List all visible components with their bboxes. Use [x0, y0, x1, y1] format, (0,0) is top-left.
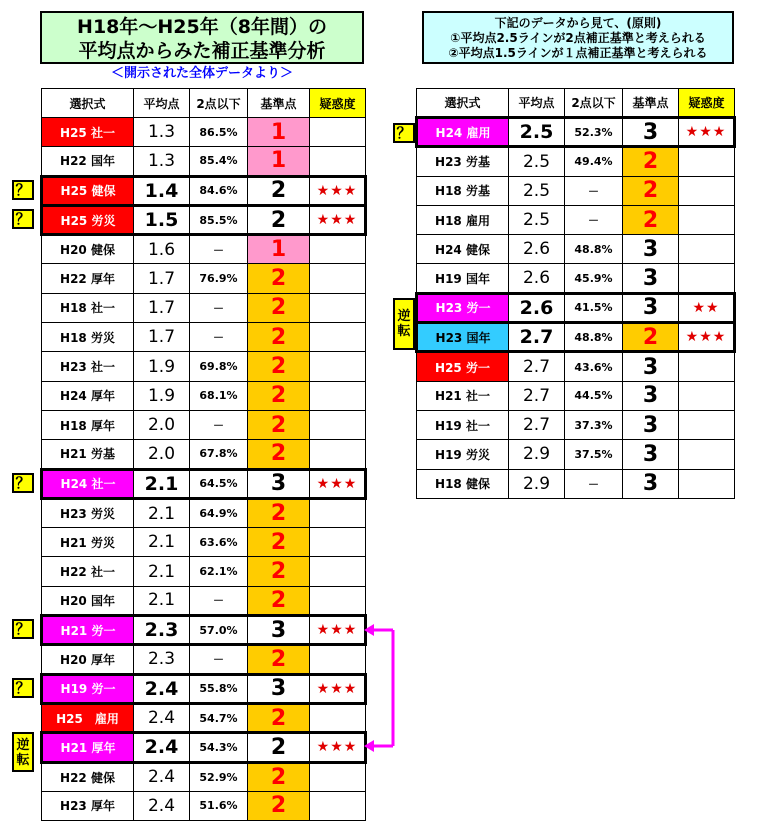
low-cell: 52.3%: [565, 118, 623, 147]
base-cell: 2: [623, 323, 679, 352]
question-mark-icon: ？: [12, 209, 34, 229]
table-row: [42, 498, 366, 527]
low-cell: 41.5%: [565, 293, 623, 322]
avg-cell: 2.0: [134, 440, 190, 469]
table-row: [42, 703, 366, 732]
base-cell: 2: [248, 323, 310, 352]
exam-cell: H21 労一: [42, 616, 134, 645]
doubt-cell: ★★★: [310, 616, 366, 645]
low-cell: 57.0%: [190, 616, 248, 645]
table-row: [42, 557, 366, 586]
exam-cell: H23 労災: [42, 498, 134, 527]
base-cell: 3: [248, 616, 310, 645]
low-cell: 45.9%: [565, 264, 623, 293]
low-cell: －: [190, 586, 248, 615]
avg-cell: 2.4: [134, 674, 190, 703]
avg-cell: 2.1: [134, 586, 190, 615]
base-cell: 3: [623, 381, 679, 410]
base-cell: 2: [248, 381, 310, 410]
exam-cell: H25 雇用: [42, 703, 134, 732]
base-cell: 2: [248, 528, 310, 557]
avg-cell: 1.9: [134, 352, 190, 381]
exam-cell: H23 社一: [42, 352, 134, 381]
connector-arrow: [360, 620, 410, 760]
right-header-row: [417, 89, 735, 118]
note-line-3: ②平均点1.5ラインが１点補正基準と考えられる: [448, 46, 708, 60]
avg-cell: 2.3: [134, 645, 190, 674]
low-cell: 69.8%: [190, 352, 248, 381]
avg-cell: 2.4: [134, 791, 190, 820]
doubt-cell: [310, 557, 366, 586]
table-row: [42, 293, 366, 322]
note-line-2: ①平均点2.5ラインが2点補正基準と考えられる: [450, 31, 706, 45]
exam-cell: H21 労基: [42, 440, 134, 469]
low-cell: 86.5%: [190, 118, 248, 147]
avg-cell: 2.3: [134, 616, 190, 645]
exam-cell: H25 社一: [42, 118, 134, 147]
doubt-cell: [310, 118, 366, 147]
table-row: [42, 616, 366, 645]
table-row: [42, 410, 366, 439]
base-cell: 2: [623, 147, 679, 176]
exam-cell: H18 社一: [42, 293, 134, 322]
title-line-2: 平均点からみた補正基準分析: [78, 40, 326, 62]
note-line-1: 下記のデータから見て、(原則): [494, 16, 662, 30]
low-cell: －: [565, 469, 623, 498]
low-cell: 63.6%: [190, 528, 248, 557]
exam-cell: H25 健保: [42, 176, 134, 205]
exam-cell: H22 社一: [42, 557, 134, 586]
table-row: [417, 352, 735, 381]
table-row: [417, 264, 735, 293]
table-row: [42, 586, 366, 615]
doubt-cell: [310, 147, 366, 176]
table-row: [417, 118, 735, 147]
doubt-cell: [679, 410, 735, 439]
low-cell: －: [190, 235, 248, 264]
avg-cell: 2.6: [509, 293, 565, 322]
base-cell: 2: [248, 791, 310, 820]
avg-cell: 1.7: [134, 323, 190, 352]
avg-cell: 2.1: [134, 557, 190, 586]
header-avg: 平均点: [134, 89, 190, 118]
table-row: [42, 440, 366, 469]
base-cell: 3: [623, 235, 679, 264]
doubt-cell: ★★★: [679, 118, 735, 147]
base-cell: 2: [248, 557, 310, 586]
avg-cell: 2.7: [509, 323, 565, 352]
doubt-cell: [679, 235, 735, 264]
base-cell: 2: [248, 498, 310, 527]
header-avg: 平均点: [509, 89, 565, 118]
avg-cell: 2.7: [509, 410, 565, 439]
doubt-cell: ★★★: [310, 176, 366, 205]
base-cell: 3: [248, 469, 310, 498]
low-cell: 68.1%: [190, 381, 248, 410]
low-cell: 84.6%: [190, 176, 248, 205]
left-table: [40, 88, 367, 821]
doubt-cell: ★★★: [310, 469, 366, 498]
avg-cell: 1.7: [134, 264, 190, 293]
low-cell: 52.9%: [190, 762, 248, 791]
question-mark-icon: ？: [12, 678, 34, 698]
table-row: [42, 205, 366, 234]
low-cell: 62.1%: [190, 557, 248, 586]
exam-cell: H18 厚年: [42, 410, 134, 439]
table-row: [42, 762, 366, 791]
avg-cell: 1.6: [134, 235, 190, 264]
table-row: [42, 733, 366, 762]
doubt-cell: ★★★: [310, 674, 366, 703]
low-cell: 43.6%: [565, 352, 623, 381]
doubt-cell: [310, 323, 366, 352]
doubt-cell: ★★★: [679, 323, 735, 352]
avg-cell: 1.4: [134, 176, 190, 205]
exam-cell: H25 労一: [417, 352, 509, 381]
doubt-cell: [310, 352, 366, 381]
avg-cell: 2.5: [509, 205, 565, 234]
doubt-cell: [679, 381, 735, 410]
low-cell: 48.8%: [565, 323, 623, 352]
avg-cell: 2.4: [134, 762, 190, 791]
doubt-cell: ★★★: [310, 205, 366, 234]
header-low: 2点以下: [190, 89, 248, 118]
base-cell: 3: [623, 293, 679, 322]
table-row: [42, 352, 366, 381]
avg-cell: 2.5: [509, 118, 565, 147]
doubt-cell: [310, 498, 366, 527]
low-cell: 49.4%: [565, 147, 623, 176]
doubt-cell: [679, 440, 735, 469]
doubt-cell: [310, 791, 366, 820]
avg-cell: 2.4: [134, 703, 190, 732]
exam-cell: H19 労一: [42, 674, 134, 703]
low-cell: －: [190, 645, 248, 674]
table-row: [42, 176, 366, 205]
doubt-cell: [310, 440, 366, 469]
exam-cell: H24 厚年: [42, 381, 134, 410]
exam-cell: H18 健保: [417, 469, 509, 498]
table-row: [42, 791, 366, 820]
base-cell: 2: [248, 586, 310, 615]
exam-cell: H19 社一: [417, 410, 509, 439]
table-row: [417, 235, 735, 264]
avg-cell: 2.6: [509, 264, 565, 293]
doubt-cell: [310, 762, 366, 791]
doubt-cell: [679, 352, 735, 381]
doubt-cell: [310, 703, 366, 732]
avg-cell: 1.3: [134, 118, 190, 147]
header-low: 2点以下: [565, 89, 623, 118]
header-base: 基準点: [248, 89, 310, 118]
reversal-char-1: 逆: [16, 738, 30, 753]
exam-cell: H23 労基: [417, 147, 509, 176]
base-cell: 3: [623, 469, 679, 498]
exam-cell: H24 雇用: [417, 118, 509, 147]
table-row: [417, 293, 735, 322]
base-cell: 2: [248, 645, 310, 674]
exam-cell: H20 厚年: [42, 645, 134, 674]
header-doubt: 疑惑度: [310, 89, 366, 118]
doubt-cell: [679, 264, 735, 293]
doubt-cell: [679, 147, 735, 176]
base-cell: 2: [623, 176, 679, 205]
doubt-cell: [310, 293, 366, 322]
base-cell: 2: [248, 703, 310, 732]
exam-cell: H21 社一: [417, 381, 509, 410]
exam-cell: H21 労災: [42, 528, 134, 557]
low-cell: －: [190, 293, 248, 322]
table-row: [42, 235, 366, 264]
table-row: [42, 323, 366, 352]
table-row: [42, 645, 366, 674]
table-row: [417, 176, 735, 205]
title-box: [40, 11, 364, 64]
reversal-char-1: 逆: [397, 309, 411, 324]
low-cell: 54.3%: [190, 733, 248, 762]
title-line-1: H18年～H25年（8年間）の: [77, 16, 327, 38]
subtitle: ＜開示された全体データより＞: [110, 66, 293, 81]
base-cell: 2: [248, 176, 310, 205]
exam-cell: H18 労基: [417, 176, 509, 205]
reversal-char-2: 転: [16, 753, 30, 768]
question-mark-icon: ？: [12, 619, 34, 639]
exam-cell: H23 労一: [417, 293, 509, 322]
doubt-cell: [310, 410, 366, 439]
exam-cell: H18 労災: [42, 323, 134, 352]
base-cell: 2: [248, 440, 310, 469]
doubt-cell: [310, 586, 366, 615]
table-row: [417, 147, 735, 176]
exam-cell: H19 国年: [417, 264, 509, 293]
table-row: [417, 410, 735, 439]
avg-cell: 1.9: [134, 381, 190, 410]
table-row: [417, 381, 735, 410]
base-cell: 3: [623, 440, 679, 469]
base-cell: 2: [248, 293, 310, 322]
table-row: [42, 147, 366, 176]
avg-cell: 1.5: [134, 205, 190, 234]
table-row: [417, 323, 735, 352]
base-cell: 3: [623, 264, 679, 293]
avg-cell: 2.0: [134, 410, 190, 439]
exam-cell: H23 厚年: [42, 791, 134, 820]
exam-cell: H18 雇用: [417, 205, 509, 234]
low-cell: －: [190, 410, 248, 439]
exam-cell: H22 厚年: [42, 264, 134, 293]
table-row: [417, 205, 735, 234]
reversal-marker: [393, 298, 415, 350]
low-cell: －: [190, 323, 248, 352]
table-row: [417, 440, 735, 469]
base-cell: 2: [248, 264, 310, 293]
exam-cell: H22 国年: [42, 147, 134, 176]
low-cell: 54.7%: [190, 703, 248, 732]
question-mark-icon: ？: [393, 123, 415, 143]
note-box: [422, 11, 734, 64]
low-cell: 48.8%: [565, 235, 623, 264]
base-cell: 2: [623, 205, 679, 234]
low-cell: 76.9%: [190, 264, 248, 293]
table-row: [42, 469, 366, 498]
doubt-cell: [679, 205, 735, 234]
doubt-cell: ★★: [679, 293, 735, 322]
base-cell: 1: [248, 118, 310, 147]
low-cell: －: [565, 176, 623, 205]
base-cell: 2: [248, 205, 310, 234]
avg-cell: 2.5: [509, 147, 565, 176]
exam-cell: H19 労災: [417, 440, 509, 469]
doubt-cell: [310, 264, 366, 293]
doubt-cell: [310, 528, 366, 557]
exam-cell: H21 厚年: [42, 733, 134, 762]
low-cell: 85.4%: [190, 147, 248, 176]
table-row: [417, 469, 735, 498]
low-cell: 64.5%: [190, 469, 248, 498]
low-cell: 67.8%: [190, 440, 248, 469]
avg-cell: 2.7: [509, 381, 565, 410]
low-cell: 44.5%: [565, 381, 623, 410]
low-cell: 51.6%: [190, 791, 248, 820]
header-exam: 選択式: [42, 89, 134, 118]
doubt-cell: [310, 381, 366, 410]
avg-cell: 2.9: [509, 469, 565, 498]
table-row: [42, 264, 366, 293]
avg-cell: 2.9: [509, 440, 565, 469]
base-cell: 1: [248, 235, 310, 264]
doubt-cell: [679, 469, 735, 498]
avg-cell: 1.7: [134, 293, 190, 322]
base-cell: 2: [248, 352, 310, 381]
header-doubt: 疑惑度: [679, 89, 735, 118]
avg-cell: 2.7: [509, 352, 565, 381]
low-cell: 55.8%: [190, 674, 248, 703]
question-mark-icon: ？: [12, 180, 34, 200]
doubt-cell: [310, 645, 366, 674]
base-cell: 3: [248, 674, 310, 703]
base-cell: 2: [248, 762, 310, 791]
table-row: [42, 528, 366, 557]
doubt-cell: ★★★: [310, 733, 366, 762]
base-cell: 3: [623, 118, 679, 147]
base-cell: 1: [248, 147, 310, 176]
right-table: [415, 88, 736, 499]
exam-cell: H24 健保: [417, 235, 509, 264]
table-row: [42, 118, 366, 147]
exam-cell: H22 健保: [42, 762, 134, 791]
exam-cell: H20 国年: [42, 586, 134, 615]
avg-cell: 2.1: [134, 498, 190, 527]
avg-cell: 2.6: [509, 235, 565, 264]
reversal-marker: [12, 732, 34, 772]
exam-cell: H24 社一: [42, 469, 134, 498]
doubt-cell: [310, 235, 366, 264]
table-row: [42, 381, 366, 410]
low-cell: 64.9%: [190, 498, 248, 527]
avg-cell: 2.1: [134, 469, 190, 498]
avg-cell: 2.4: [134, 733, 190, 762]
low-cell: 37.5%: [565, 440, 623, 469]
base-cell: 2: [248, 733, 310, 762]
base-cell: 2: [248, 410, 310, 439]
low-cell: 37.3%: [565, 410, 623, 439]
base-cell: 3: [623, 410, 679, 439]
question-mark-icon: ？: [12, 473, 34, 493]
avg-cell: 2.5: [509, 176, 565, 205]
exam-cell: H25 労災: [42, 205, 134, 234]
reversal-char-2: 転: [397, 324, 411, 339]
doubt-cell: [679, 176, 735, 205]
header-exam: 選択式: [417, 89, 509, 118]
left-header-row: [42, 89, 366, 118]
header-base: 基準点: [623, 89, 679, 118]
avg-cell: 1.3: [134, 147, 190, 176]
base-cell: 3: [623, 352, 679, 381]
low-cell: －: [565, 205, 623, 234]
exam-cell: H20 健保: [42, 235, 134, 264]
avg-cell: 2.1: [134, 528, 190, 557]
exam-cell: H23 国年: [417, 323, 509, 352]
table-row: [42, 674, 366, 703]
low-cell: 85.5%: [190, 205, 248, 234]
